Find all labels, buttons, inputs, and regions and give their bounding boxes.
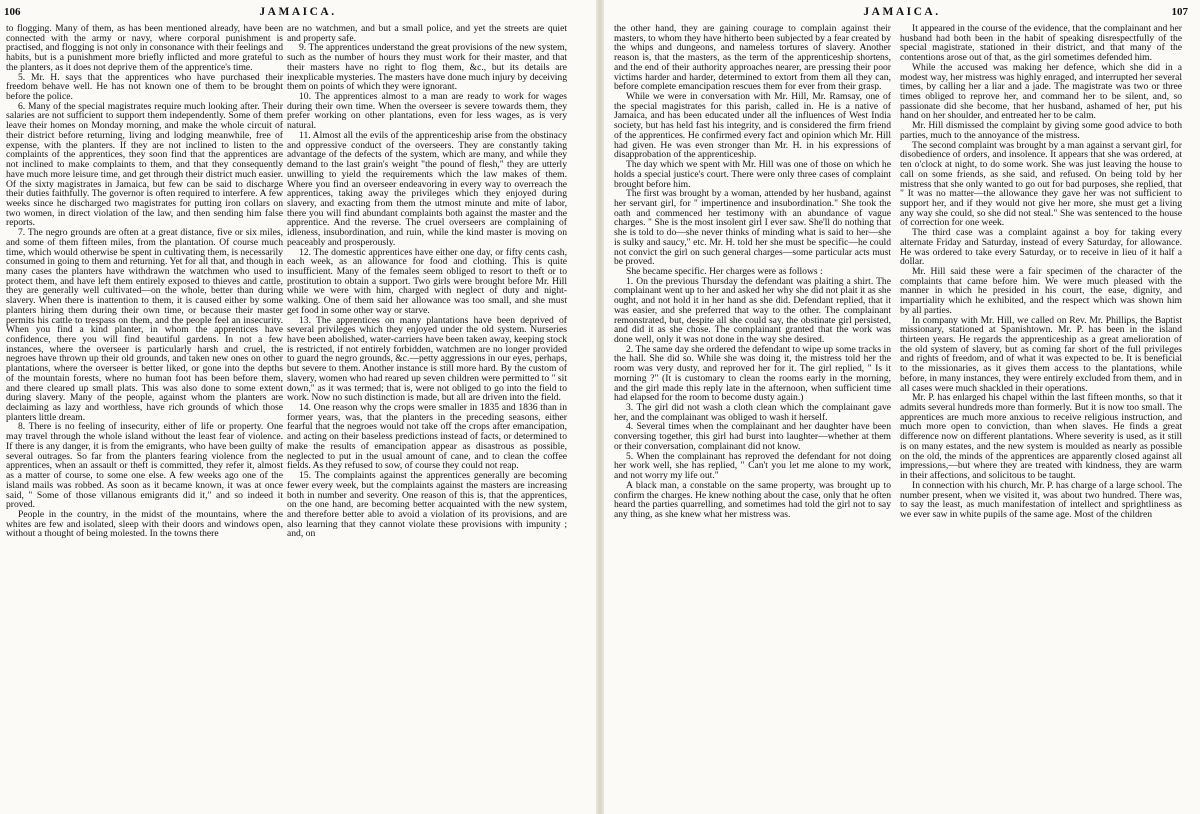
paragraph: Mr. P. has enlarged his chapel within the last fifteen months, so that it admits several hundreds more than formerly. But it is now too small. The apprentices are much more anxious to receive religious instruction, and much more open to conviction, than when slaves. He finds a great difference now on different plantations. Where severity is used, as it still is on many estates, and the new system is moulded as nearly as possible on the old, the minds of the apprentices are apparently closed against all impressions,—but where they are treated with kindness, they are warm in their affections, and solicitous to be taught. <box>900 392 1182 482</box>
right-page <box>604 0 1200 814</box>
paragraph: 11. Almost all the evils of the apprenticeship arise from the obstinacy and oppressive conduct of the overseers. They are constantly taking advantage of the defects of the system, which are many, and while they demand to the last grain's weight "the pound of flesh," they are utterly unwilling to yield the requirements which the law makes of them. Where you find an overseer endeavoring in every way to overreach the apprentices, taking away the privileges which they enjoyed during slavery, and exacting from them the utmost minute and mite of labor, there you will find abundant complaints both against the master and the apprentice. And the reverse. The cruel overseers are complaining of idleness, insubordination, and ruin, while the kind master is moving on peaceably and prosperously. <box>287 129 567 248</box>
paragraph: the other hand, they are gaining courage to complain against their masters, to whom they have hitherto been subjected by a fear created by the whips and dungeons, and nameless tortures of slavery. Another reason is, that the masters, as the term of the apprenticeship shortens, and the end of their authority approaches nearer, are pressing their poor victims harder and harder, determined to extort from them all they can, before complete emancipation rescues them for ever from their grasp. <box>614 24 891 93</box>
page-number-right: 107 <box>1171 6 1188 18</box>
paragraph: are no watchmen, and but a small police, and yet the streets are quiet and property safe. <box>287 24 567 44</box>
paragraph: 5. Mr. H. says that the apprentices who have purchased their freedom behave well. He has not known one of them to be brought before the police. <box>6 71 283 103</box>
paragraph: 1. On the previous Thursday the defendant was plaiting a shirt. The complainant went up to her and asked her why she did not plait it as she ought, and not hold it in her hand as she did. Defendant replied, that it was easier, and she preferred that way to the other. The complainant remonstrated, but, despite all she could say, the obstinate girl persisted, and did it as she chose. The complainant granted that the work was done well, only it was not done in the way she desired. <box>614 275 891 345</box>
right-page-header <box>604 6 1200 22</box>
running-head-left: JAMAICA. <box>259 6 337 18</box>
left-column-1 <box>6 24 283 810</box>
left-page-header <box>0 6 596 22</box>
paragraph: While the accused was making her defence, which she did in a modest way, her mistress was highly enraged, and interrupted her several times, by calling her a liar and a jade. The magistrate was two or three times obliged to reprove her, and command her to be silent, and, so passionate did she become, that her husband, ashamed of her, put his hand on her shoulder, and entreated her to be calm. <box>900 61 1182 122</box>
paragraph: 6. Many of the special magistrates require much looking after. Their salaries are not sufficient to support them independently. Some of them leave their homes on Monday morning, and make the whole circuit of their district before returning, living and lodging meanwhile, free of expense, with the planters. If they are not inclined to listen to the complaints of the apprentices, they soon find that the apprentices are not inclined to make complaints to them, and that they consequently have much more leisure time, and get through their district much easier. Of the sixty magistrates in Jamaica, but few can be said to discharge their duties faithfully. The governor is often required to interfere. A few weeks since he discharged two magistrates for putting iron collars on two women, in direct violation of the law, and then sending him false reports. <box>6 100 283 229</box>
paragraph: 5. When the complainant has reproved the defendant for not doing her work well, she has replied, " Can't you let me alone to my work, and not worry my life out." <box>614 450 891 482</box>
paragraph: Mr. Hill said these were a fair specimen of the character of the complaints that came before him. We were much pleased with the manner in which he presided in his court, the ease, dignity, and impartiality which he exhibited, and the respect which was shown him by all parties. <box>900 265 1182 316</box>
paragraph: 8. There is no feeling of insecurity, either of life or property. One may travel through the whole island without the least fear of violence. If there is any danger, it is from the emigrants, who have been guilty of several outrages. So far from the planters fearing violence from the apprentices, when an assault or theft is committed, they refer it, almost as a matter of course, to some one else. A few weeks ago one of the island mails was robbed. As soon as it became known, it was at once said, " Some of those villanous emigrants did it," and so indeed it proved. <box>6 421 283 511</box>
running-head-right: JAMAICA. <box>863 6 941 18</box>
paragraph: 4. Several times when the complainant and her daughter have been conversing together, this girl had burst into laughter—whether at them or their conversation, complainant did not know. <box>614 421 891 452</box>
paragraph: The second complaint was brought by a man against a servant girl, for disobedience of orders, and insolence. It appears that she was ordered, at ten o'clock at night, to do some work. She was just leaving the house to call on some friends, as she said, and refused. On being told by her mistress that she only wanted to go out for bad purposes, she replied, that " It was no matter—the allowance they gave her was not sufficient to support her, and if they would not give her more, she must get a living any way she could, so she did not steal." She was sentenced to the house of correction for one week. <box>900 139 1182 229</box>
paragraph: A black man, a constable on the same property, was brought up to confirm the charges. He knew nothing about the case, only that he often heard the parties quarrelling, and sometimes had told the girl not to say any thing, as she knew what her mistress was. <box>614 479 891 520</box>
paragraph: In connection with his church, Mr. P. has charge of a large school. The number present, when we visited it, was about two hundred. There was, to say the least, as much manifestation of intellect and sprightliness as we ever saw in white pupils of the same age. Most of the children <box>900 479 1182 520</box>
paragraph: 2. The same day she ordered the defendant to wipe up some tracks in the hall. She did so. While she was doing it, the mistress told her the room was very dusty, and reproved her for it. The girl replied, " Is it morning ?" (It is customary to clean the rooms early in the morning, and the girl made this reply late in the afternoon, when sufficient time had elapsed for the room to become dusty again.) <box>614 343 891 404</box>
paragraph: 3. The girl did not wash a cloth clean which the complainant gave her, and the complainant was obliged to wash it herself. <box>614 402 891 423</box>
paragraph: It appeared in the course of the evidence, that the complainant and her husband had both been in the habit of speaking disrespectfully of the special magistrate, stationed in their district, and that many of the contentions arose out of that, as the girl sometimes defended him. <box>900 24 1182 64</box>
page-number-left: 106 <box>4 6 21 18</box>
right-column-1 <box>614 24 891 810</box>
paragraph: People in the country, in the midst of the mountains, where the whites are few and isolated, sleep with their doors and windows open, without a thought of being molested. In the towns there <box>6 508 283 540</box>
book-gutter <box>596 0 604 814</box>
paragraph: Mr. Hill dismissed the complaint by giving some good advice to both parties, much to the annoyance of the mistress. <box>900 120 1182 141</box>
paragraph: While we were in conversation with Mr. Hill, Mr. Ramsay, one of the special magistrates for this parish, called in. He is a native of Jamaica, and has been educated under all the influences of West India society, but has held fast his integrity, and is considered the firm friend of the apprentices. He confirmed every fact and opinion which Mr. Hill had given. He was even stronger than Mr. H. in his expressions of disapprobation of the apprenticeship. <box>614 91 891 161</box>
paragraph: The day which we spent with Mr. Hill was one of those on which he holds a special justice's court. There were only three cases of complaint brought before him. <box>614 159 891 190</box>
paragraph: She became specific. Her charges were as follows : <box>626 265 823 277</box>
paragraph: to flogging. Many of them, as has been mentioned already, have been connected with the army or navy, where corporal punishment is practised, and flogging is not only in consonance with their feelings and habits, but is a punishment more briefly inflicted and more grateful to the planters, as it does not deprive them of the apprentice's time. <box>6 24 283 73</box>
paragraph: 15. The complaints against the apprentices generally are becoming fewer every week, but the complaints against the masters are increasing both in number and severity. One reason of this is, that the apprentices, on the one hand, are becoming better acquainted with the new system, and therefore better able to avoid a violation of its provisions, and are also learning that they cannot violate these provisions with impunity ; and, on <box>287 470 567 540</box>
paragraph: 12. The domestic apprentices have either one day, or fifty cents cash, each week, as an allowance for food and clothing. This is quite insufficient. Many of the females seem obliged to resort to theft or to prostitution to obtain a support. Two girls were brought before Mr. Hill while we were with him, charged with neglect of duty and night-walking. One of them said her allowance was too small, and she must get food in some other way or starve. <box>287 246 567 316</box>
paragraph: 9. The apprentices understand the great provisions of the new system, such as the number of hours they must work for their master, and that their masters have no right to flog them, &c., but its details are inexplicable mysteries. The masters have done much injury by deceiving them on points of which they were ignorant. <box>287 42 567 93</box>
paragraph: The first was brought by a woman, attended by her husband, against her servant girl, for " impertinence and insubordination." She took the oath and commenced her testimony with an abundance of vague charges. " She is the most insolent girl I ever saw. She'll do nothing that she is told to do—she never thinks of minding what is said to her—she is sulky and saucy," etc. Mr. H. told her she must be specific—he could not convict the girl on such general charges—some particular acts must be proved. <box>614 188 891 268</box>
paragraph: 14. One reason why the crops were smaller in 1835 and 1836 than in former years, was, that the planters in the preceding seasons, either fearful that the negroes would not take off the crops after emancipation, and acting on their baseless predictions instead of facts, or determined to make the results of emancipation appear as disastrous as possible, neglected to put in the usual amount of cane, and to clean the coffee fields. As they refused to sow, of course they could not reap. <box>287 402 567 472</box>
right-column-2 <box>900 24 1182 810</box>
left-page <box>0 0 596 814</box>
paragraph: 13. The apprentices on many plantations have been deprived of several privileges which they enjoyed under the old system. Nurseries have been abolished, water-carriers have been taken away, keeping stock is restricted, if not entirely forbidden, watchmen are no longer provided to guard the negro grounds, &c.—petty aggressions in our eyes, perhaps, but severe to them. Another instance is still more hard. By the custom of slavery, women who had reared up seven children were permitted to " sit down," as it was termed; that is, were not obliged to go into the field to work. Now no such distinction is made, but all are driven into the field. <box>287 314 567 404</box>
paragraph: In company with Mr. Hill, we called on Rev. Mr. Phillips, the Baptist missionary, stationed at Spanishtown. Mr. P. has been in the island thirteen years. He regards the apprenticeship as a great amelioration of the old system of slavery, but as coming far short of the full privileges and rights of freedom, and of what it was expected to be. It is beneficial to the missionaries, as it gives them access to the plantations, while before, in many instances, they were entirely excluded from them, and in all cases were much shackled in their operations. <box>900 314 1182 394</box>
paragraph: 10. The apprentices almost to a man are ready to work for wages during their own time. When the overseer is severe towards them, they prefer working on other plantations, even for less wages, as is very natural. <box>287 91 567 132</box>
left-column-2 <box>287 24 567 810</box>
paragraph: 7. The negro grounds are often at a great distance, five or six miles, and some of them fifteen miles, from the plantation. Of course much time, which would otherwise be spent in cultivating them, is necessarily consumed in going to them and returning. Yet for all that, and though in many cases the planters have withdrawn the watchmen who used to protect them, and have left them entirely exposed to thieves and cattle, they are generally well cultivated—on the whole, better than during slavery. When there is inattention to them, it is caused either by some planters hiring them during their own time, or because their master permits his cattle to trespass on them, and the people feel an insecurity. When you find a kind planter, in whom the apprentices have confidence, there you will find beautiful gardens. In not a few instances, where the overseer is particularly harsh and cruel, the negroes have thrown up their old grounds, and taken new ones on other plantations, where the overseer is better liked, or gone into the depths of the mountain forests, where no human foot has been before them, and there cleared up small plats. This was also done to some extent during slavery. Many of the people, against whom the planters are declaiming as lazy and worthless, have rich grounds of which those planters little dream. <box>6 227 283 423</box>
paragraph: The third case was a complaint against a boy for taking every alternate Friday and Saturday, instead of every Saturday, for allowance. He was ordered to take every Saturday, or to receive in lieu of it half a dollar. <box>900 227 1182 268</box>
